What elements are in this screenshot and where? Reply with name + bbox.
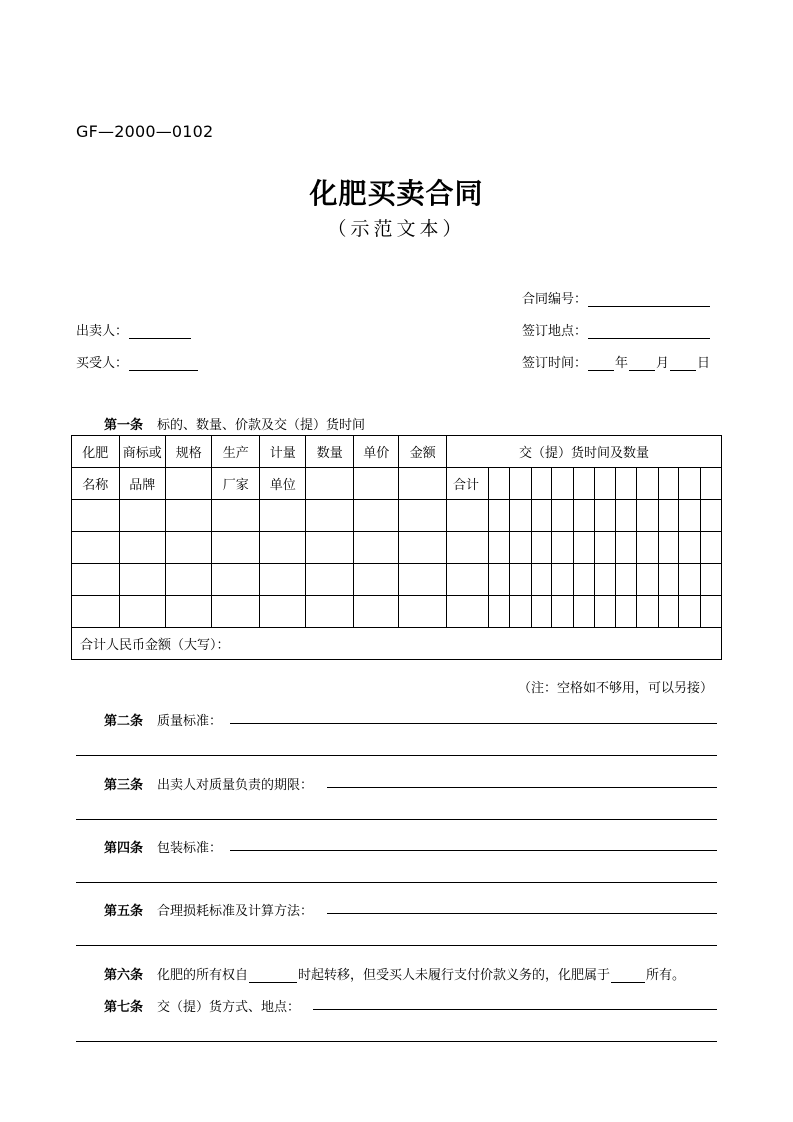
article-5-blank[interactable]: [327, 913, 717, 914]
article-3: [104, 774, 313, 793]
table-cell: [306, 468, 354, 500]
header-name-1: 化肥: [72, 436, 120, 468]
header-unit-2: 单位: [260, 468, 306, 500]
article-5: [104, 900, 313, 919]
article-6-owner-blank[interactable]: [611, 968, 645, 983]
table-cell: [399, 468, 447, 500]
article-6-transfer-blank[interactable]: [249, 968, 297, 983]
table-cell[interactable]: [354, 564, 399, 596]
table-cell[interactable]: [489, 532, 510, 564]
table-cell[interactable]: [212, 564, 260, 596]
article-4-blank-line-2[interactable]: [76, 882, 717, 883]
table-cell[interactable]: [531, 564, 552, 596]
table-cell[interactable]: [166, 532, 212, 564]
table-cell[interactable]: [637, 468, 659, 500]
header-spec: 规格: [166, 436, 212, 468]
article-4-text: 包装标准：: [157, 841, 223, 856]
buyer-label: 买受人：: [76, 356, 129, 371]
article-5-number: 第五条: [104, 904, 144, 919]
table-cell[interactable]: [446, 596, 488, 628]
table-cell[interactable]: [166, 564, 212, 596]
sign-place-field: [522, 320, 711, 339]
table-header-row: [72, 436, 722, 468]
table-row: [72, 564, 722, 596]
article-2-blank[interactable]: [230, 723, 717, 724]
table-cell[interactable]: [531, 468, 552, 500]
header-maker-1: 生产: [212, 436, 260, 468]
table-cell[interactable]: [119, 500, 165, 532]
article-7-blank-line-2[interactable]: [76, 1041, 717, 1042]
table-cell[interactable]: [446, 564, 488, 596]
table-cell[interactable]: [616, 596, 637, 628]
table-cell[interactable]: [72, 532, 120, 564]
document-subtitle: （示范文本）: [327, 218, 466, 240]
year-blank[interactable]: [588, 356, 614, 371]
article-5-blank-line-2[interactable]: [76, 945, 717, 946]
table-cell[interactable]: [701, 468, 722, 500]
table-cell[interactable]: [574, 596, 595, 628]
table-cell[interactable]: [119, 596, 165, 628]
contract-number-label: 合同编号：: [522, 292, 588, 307]
table-cell[interactable]: [574, 564, 595, 596]
seller-field: [76, 320, 192, 339]
document-title: 化肥买卖合同: [309, 177, 484, 210]
table-cell[interactable]: [679, 500, 701, 532]
table-cell[interactable]: [72, 564, 120, 596]
table-cell[interactable]: [679, 532, 701, 564]
table-cell[interactable]: [701, 596, 722, 628]
total-amount-label: 合计人民币金额（大写）：: [80, 638, 230, 653]
article-3-number: 第三条: [104, 778, 144, 793]
table-cell[interactable]: [489, 564, 510, 596]
table-cell[interactable]: [637, 500, 659, 532]
article-4-number: 第四条: [104, 841, 144, 856]
header-unit-1: 计量: [260, 436, 306, 468]
article-6: [104, 964, 685, 983]
day-label: 日: [697, 356, 711, 371]
table-cell[interactable]: [72, 500, 120, 532]
table-cell[interactable]: [399, 564, 447, 596]
table-cell[interactable]: [260, 596, 306, 628]
table-cell[interactable]: [306, 596, 354, 628]
table-cell[interactable]: [489, 596, 510, 628]
table-header-row-2: [72, 468, 722, 500]
table-cell[interactable]: [260, 564, 306, 596]
article-1: [104, 414, 365, 433]
article-3-text: 出卖人对质量负责的期限：: [157, 778, 314, 793]
table-cell[interactable]: [679, 468, 701, 500]
header-price: 单价: [354, 436, 399, 468]
table-cell[interactable]: [166, 596, 212, 628]
article-2-text: 质量标准：: [157, 714, 223, 729]
table-row: [72, 596, 722, 628]
table-cell[interactable]: [552, 468, 574, 500]
article-4: [104, 837, 222, 856]
table-cell[interactable]: [509, 500, 531, 532]
table-cell[interactable]: [509, 468, 531, 500]
contract-number-field: [522, 288, 711, 307]
table-cell[interactable]: [637, 596, 659, 628]
article-6-number: 第六条: [104, 968, 144, 983]
article-2-blank-line-2[interactable]: [76, 755, 717, 756]
table-cell[interactable]: [446, 532, 488, 564]
table-total-row: [72, 628, 722, 660]
sign-time-field: [522, 352, 710, 371]
table-cell[interactable]: [166, 500, 212, 532]
article-1-number: 第一条: [104, 418, 144, 433]
table-cell[interactable]: [260, 500, 306, 532]
table-cell[interactable]: [594, 596, 616, 628]
table-cell[interactable]: [72, 596, 120, 628]
table-cell[interactable]: [594, 500, 616, 532]
table-cell[interactable]: [552, 564, 574, 596]
table-cell[interactable]: [446, 500, 488, 532]
table-cell[interactable]: [658, 500, 679, 532]
table-cell[interactable]: [212, 532, 260, 564]
table-cell[interactable]: [658, 596, 679, 628]
header-delivery: 交（提）货时间及数量: [446, 436, 721, 468]
table-cell[interactable]: [658, 468, 679, 500]
table-cell[interactable]: [658, 564, 679, 596]
table-cell[interactable]: [574, 532, 595, 564]
day-blank[interactable]: [670, 356, 696, 371]
article-6-text-b: 时起转移，但受买人未履行支付价款义务的，化肥属于: [298, 968, 611, 983]
table-note: （注：空格如不够用，可以另接）: [517, 681, 713, 696]
seller-blank[interactable]: [129, 324, 191, 339]
contract-number-blank[interactable]: [588, 292, 710, 307]
article-7-number: 第七条: [104, 1000, 144, 1015]
header-name-2: 名称: [72, 468, 120, 500]
table-cell[interactable]: [509, 532, 531, 564]
table-cell[interactable]: [552, 596, 574, 628]
table-cell[interactable]: [509, 596, 531, 628]
table-cell[interactable]: [616, 468, 637, 500]
table-cell[interactable]: [489, 500, 510, 532]
article-1-text: 标的、数量、价款及交（提）货时间: [157, 418, 366, 433]
article-2-number: 第二条: [104, 714, 144, 729]
table-cell[interactable]: [616, 532, 637, 564]
table-cell[interactable]: [574, 468, 595, 500]
sign-place-blank[interactable]: [588, 324, 710, 339]
seller-label: 出卖人：: [76, 324, 129, 339]
header-qty: 数量: [306, 436, 354, 468]
table-cell[interactable]: [509, 564, 531, 596]
header-subtotal: 合计: [446, 468, 488, 500]
table-cell[interactable]: [354, 532, 399, 564]
table-cell[interactable]: [701, 500, 722, 532]
article-7-blank[interactable]: [313, 1009, 717, 1010]
article-3-blank-line-2[interactable]: [76, 819, 717, 820]
buyer-field: [76, 352, 199, 371]
table-cell[interactable]: [212, 500, 260, 532]
table-cell[interactable]: [637, 532, 659, 564]
form-code: GF—2000—0102: [76, 122, 214, 141]
header-amount: 金额: [399, 436, 447, 468]
table-cell[interactable]: [531, 596, 552, 628]
month-label: 月: [656, 356, 670, 371]
table-cell[interactable]: [552, 532, 574, 564]
buyer-blank[interactable]: [129, 356, 198, 371]
article-7: [104, 996, 300, 1015]
table-row: [72, 500, 722, 532]
table-cell[interactable]: [616, 564, 637, 596]
table-cell[interactable]: [489, 468, 510, 500]
table-cell[interactable]: [399, 532, 447, 564]
article-4-blank[interactable]: [230, 850, 717, 851]
table-cell[interactable]: [679, 564, 701, 596]
table-cell: [354, 468, 399, 500]
month-blank[interactable]: [629, 356, 655, 371]
header-brand-1: 商标或: [119, 436, 165, 468]
article-3-blank[interactable]: [327, 787, 717, 788]
article-2: [104, 710, 222, 729]
table-cell[interactable]: [594, 564, 616, 596]
header-maker-2: 厂家: [212, 468, 260, 500]
table-cell[interactable]: [637, 564, 659, 596]
table-cell[interactable]: [212, 596, 260, 628]
goods-table: [71, 435, 722, 660]
table-cell[interactable]: [701, 564, 722, 596]
table-cell[interactable]: [399, 500, 447, 532]
year-label: 年: [615, 356, 629, 371]
table-cell[interactable]: [701, 532, 722, 564]
table-cell[interactable]: [594, 468, 616, 500]
header-brand-2: 品牌: [119, 468, 165, 500]
table-cell[interactable]: [119, 564, 165, 596]
table-cell[interactable]: [531, 532, 552, 564]
table-cell[interactable]: [574, 500, 595, 532]
table-cell[interactable]: [354, 596, 399, 628]
table-cell[interactable]: [119, 532, 165, 564]
table-cell[interactable]: [594, 532, 616, 564]
table-cell[interactable]: [552, 500, 574, 532]
sign-time-label: 签订时间：: [522, 356, 588, 371]
article-7-text: 交（提）货方式、地点：: [157, 1000, 301, 1015]
table-cell: [166, 468, 212, 500]
table-cell[interactable]: [616, 500, 637, 532]
table-cell[interactable]: [531, 500, 552, 532]
table-cell[interactable]: [260, 532, 306, 564]
total-amount-cell[interactable]: [72, 628, 722, 660]
table-cell[interactable]: [658, 532, 679, 564]
table-cell[interactable]: [306, 564, 354, 596]
table-cell[interactable]: [399, 596, 447, 628]
article-6-text-c: 所有。: [646, 968, 686, 983]
table-cell[interactable]: [306, 500, 354, 532]
table-cell[interactable]: [679, 596, 701, 628]
table-cell[interactable]: [306, 532, 354, 564]
article-6-text-a: 化肥的所有权自: [157, 968, 249, 983]
sign-place-label: 签订地点：: [522, 324, 588, 339]
table-row: [72, 532, 722, 564]
table-cell[interactable]: [354, 500, 399, 532]
article-5-text: 合理损耗标准及计算方法：: [157, 904, 314, 919]
